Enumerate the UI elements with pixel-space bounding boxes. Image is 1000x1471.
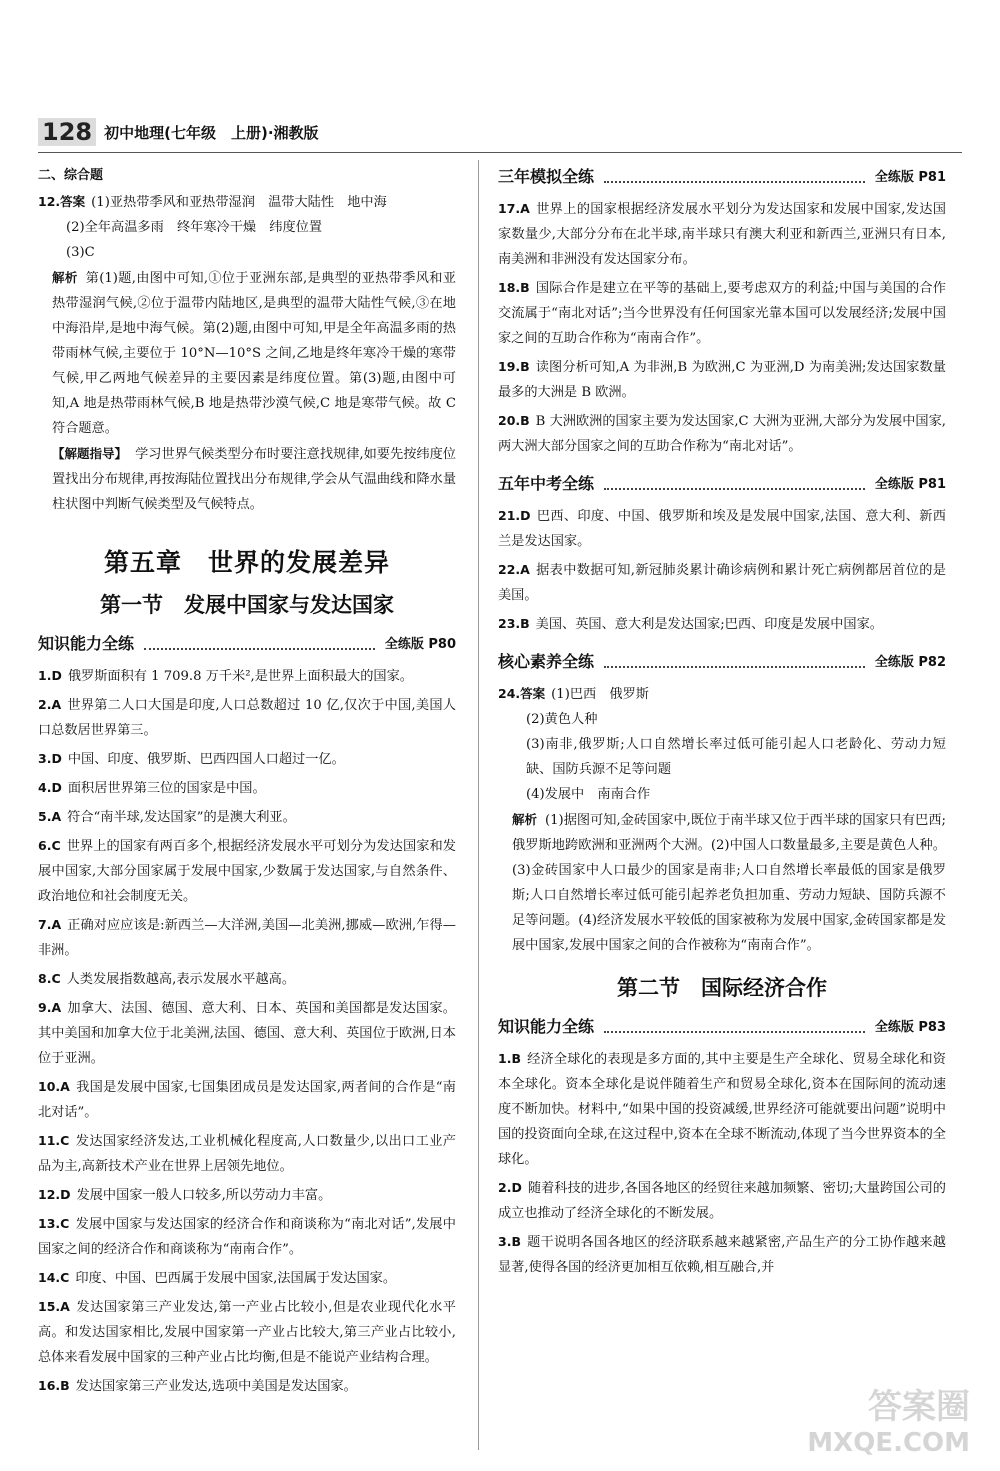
dotted-leader <box>604 1017 865 1033</box>
answer-item: 8.C 人类发展指数越高,表示发展水平越高。 <box>38 971 296 987</box>
practice-bar-five-year: 五年中考全练 全练版 P81 <box>498 473 946 493</box>
watermark-line-2: MXQE.COM <box>807 1428 970 1458</box>
practice-bar-ref: 全练版 P80 <box>384 636 456 652</box>
answer-12-analysis: 第(1)题,由图中可知,①位于亚洲东部,是典型的亚热带季风和亚热带湿润气候,②位于温带内陆地区,是典型的温带大陆性气候,③在地中海沿岸,是地中海气候。第(2)题,由图中可知,甲是全年高温多雨的热带雨林气候,主要位于 10°N—10°S 之间,乙地是终年寒冷干燥的寒带气候,甲乙两地气候差异的主要因素是纬度位置。第(3)题,由图中可知,A 地是热带雨林气候,B 地是热带沙漠气候,C 地是寒带气候。故 C 符合题意。 <box>52 271 456 436</box>
answer-item: 10.A 我国是发展中国家,七国集团成员是发达国家,两者间的合作是“南北对话”。 <box>38 1079 456 1120</box>
left-column <box>38 160 456 1402</box>
answer-24: 24.答案 (1)巴西 俄罗斯 (2)黄色人种 (3)南非,俄罗斯;人口自然增长率过低可能引起人口老龄化、劳动力短缺、国防兵源不足等问题 (4)发展中 南南合作 解析 (1)据图可知,金砖国家中,既位于南半球又位于西半球的国家只有巴西;俄罗斯地跨欧洲和亚洲两个大洲。(2)中国人口数量最多,主要是黄色人种。(3)金砖国家中人口最少的国家是南非;人口自然增长率最低的国家是俄罗斯;人口自然增长率过低可能引起养老负担加重、劳动力短缺、国防兵源不足等问题。(4)经济发展水平较低的国家被称为发展中国家,金砖国家都是发展中国家,发展中国家之间的合作被称为“南南合作”。 <box>498 686 946 953</box>
answer-item: 1.D 俄罗斯面积有 1 709.8 万千米²,是世界上面积最大的国家。 <box>38 668 413 684</box>
practice-bar-title: 知识能力全练 <box>38 633 135 653</box>
answer-12-line-1: (1)亚热带季风和亚热带湿润 温带大陆性 地中海 <box>91 195 387 210</box>
dotted-leader <box>604 474 865 490</box>
answer-12-line-3: (3)C <box>66 245 95 260</box>
answer-item: 3.D 中国、印度、俄罗斯、巴西四国人口超过一亿。 <box>38 751 345 767</box>
answer-12-number: 12.答案 <box>38 194 86 209</box>
section-two-title: 第二节 国际经济合作 <box>617 976 827 1000</box>
section-title: 第一节 发展中国家与发达国家 <box>100 593 394 617</box>
answer-item: 22.A 据表中数据可知,新冠肺炎累计确诊病例和累计死亡病例都居首位的是美国。 <box>498 562 946 603</box>
answer-item: 2.A 世界第二人口大国是印度,人口总数超过 10 亿,仅次于中国,美国人口总数居世界第三。 <box>38 697 456 738</box>
book-title: 初中地理(七年级 上册)·湘教版 <box>104 123 319 142</box>
practice-bar-knowledge <box>38 629 456 655</box>
page-header <box>38 118 319 146</box>
chapter-title: 第五章 世界的发展差异 <box>103 548 390 577</box>
column-divider <box>478 160 479 1450</box>
answer-item: 18.B 国际合作是建立在平等的基础上,要考虑双方的利益;中国与美国的合作交流属于“南北对话”;当今世界没有任何国家光靠本国可以发展经济;发展中国家之间的互助合作称为“南南合作”。 <box>498 280 946 346</box>
practice-bar-knowledge-2: 知识能力全练 全练版 P83 <box>498 1016 946 1036</box>
dotted-leader <box>604 652 865 668</box>
practice-bar-three-year: 三年模拟全练 全练版 P81 <box>498 166 946 186</box>
answer-item: 2.D 随着科技的进步,各国各地区的经贸往来越加频繁、密切;大量跨国公司的成立也推动了经济全球化的不断发展。 <box>498 1180 946 1221</box>
answer-item: 14.C 印度、中国、巴西属于发展中国家,法国属于发达国家。 <box>38 1270 397 1286</box>
answer-12 <box>38 189 456 517</box>
answer-item: 16.B 发达国家第三产业发达,选项中美国是发达国家。 <box>38 1378 357 1394</box>
answer-item: 3.B 题干说明各国各地区的经济联系越来越紧密,产品生产的分工协作越来越显著,使得各国的经济更加相互依赖,相互融合,并 <box>498 1234 946 1275</box>
answer-12-tip: 学习世界气候类型分布时要注意找规律,如要先按纬度位置找出分布规律,再按海陆位置找出分布规律,学会从气温曲线和降水量柱状图中判断气候类型及气候特点。 <box>52 447 457 512</box>
analysis-tag: 解析 <box>512 812 538 827</box>
watermark-line-1: 答案圈 <box>868 1387 970 1427</box>
answer-item: 17.A 世界上的国家根据经济发展水平划分为发达国家和发展中国家,发达国家数量少,大部分分布在北半球,南半球只有澳大利亚和新西兰,亚洲只有日本,南美洲和非洲没有发达国家分布。 <box>498 201 946 267</box>
answer-item: 9.A 加拿大、法国、德国、意大利、日本、英国和美国都是发达国家。其中美国和加拿大位于北美洲,法国、德国、意大利、英国位于欧洲,日本位于亚洲。 <box>38 1000 456 1066</box>
left-answers <box>38 663 456 1399</box>
page-number: 128 <box>38 118 96 146</box>
dotted-leader <box>144 634 375 650</box>
dotted-leader <box>604 167 865 183</box>
practice-bar-core: 核心素养全练 全练版 P82 <box>498 651 946 671</box>
part-two-title: 二、综合题 <box>38 168 104 183</box>
answer-item: 12.D 发展中国家一般人口较多,所以劳动力丰富。 <box>38 1187 332 1203</box>
answer-item: 5.A 符合“南半球,发达国家”的是澳大利亚。 <box>38 809 296 825</box>
answer-12-line-2: (2)全年高温多雨 终年寒冷干燥 纬度位置 <box>66 220 323 235</box>
header-divider <box>38 152 962 153</box>
answer-item: 4.D 面积居世界第三位的国家是中国。 <box>38 780 266 796</box>
answer-item: 13.C 发展中国家与发达国家的经济合作和商谈称为“南北对话”,发展中国家之间的经济合作和商谈称为“南南合作”。 <box>38 1216 456 1257</box>
answer-item: 19.B 读图分析可知,A 为非洲,B 为欧洲,C 为亚洲,D 为南美洲;发达国家数量最多的大洲是 B 欧洲。 <box>498 359 946 400</box>
answer-item: 20.B B 大洲欧洲的国家主要为发达国家,C 大洲为亚洲,大部分为发展中国家,两大洲大部分国家之间的互助合作称为“南北对话”。 <box>498 413 946 454</box>
answer-item: 1.B 经济全球化的表现是多方面的,其中主要是生产全球化、贸易全球化和资本全球化。资本全球化是说伴随着生产和贸易全球化,资本在国际间的流动速度不断加快。材料中,“如果中国的投资减缓,世界经济可能就要出问题”说明中国的投资面向全球,在这过程中,资本在全球不断流动,体现了当今世界资本的全球化。 <box>498 1051 946 1167</box>
answer-item: 6.C 世界上的国家有两百多个,根据经济发展水平可划分为发达国家和发展中国家,大部分国家属于发展中国家,少数属于发达国家,与自然条件、政治地位和社会制度无关。 <box>38 838 456 904</box>
analysis-tag: 解析 <box>52 270 78 285</box>
right-column <box>498 160 946 1283</box>
answer-item: 15.A 发达国家第三产业发达,第一产业占比较小,但是农业现代化水平高。和发达国家相比,发展中国家第一产业占比较大,第三产业占比较小,总体来看发展中国家的三种产业占比均衡,但是不能说产业结构合理。 <box>38 1299 456 1365</box>
answer-item: 21.D 巴西、印度、中国、俄罗斯和埃及是发展中国家,法国、意大利、新西兰是发达国家。 <box>498 508 946 549</box>
tip-tag: 【解题指导】 <box>52 446 128 461</box>
watermark <box>807 1389 970 1461</box>
answer-item: 7.A 正确对应应该是:新西兰—大洋洲,美国—北美洲,挪威—欧洲,乍得—非洲。 <box>38 917 456 958</box>
answer-item: 23.B 美国、英国、意大利是发达国家;巴西、印度是发展中国家。 <box>498 616 883 632</box>
answer-item: 11.C 发达国家经济发达,工业机械化程度高,人口数量少,以出口工业产品为主,高新技术产业在世界上居领先地位。 <box>38 1133 456 1174</box>
